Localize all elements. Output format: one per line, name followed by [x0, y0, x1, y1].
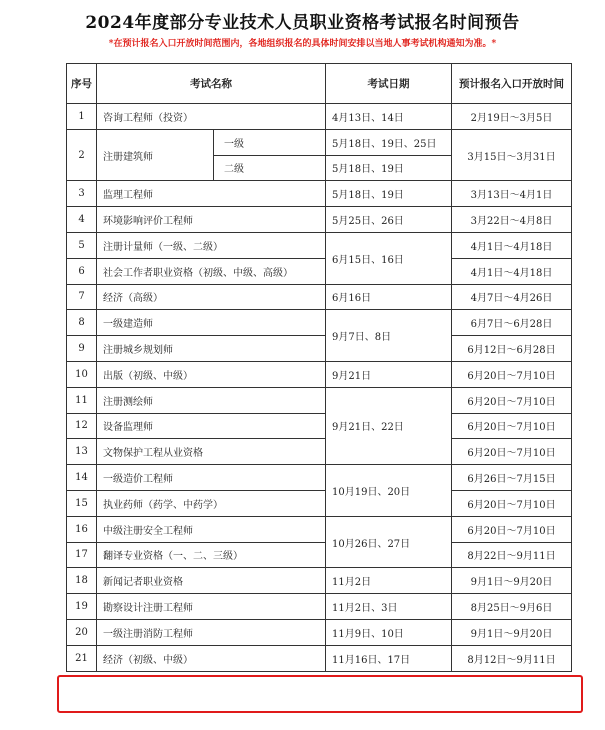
open-time: 3月13日～4月1日: [452, 181, 572, 207]
table-row: [67, 181, 572, 207]
row-no: 1: [67, 104, 97, 130]
table-row: [67, 336, 572, 362]
table-row: [67, 516, 572, 542]
row-no: 20: [67, 619, 97, 645]
header-exam-date: 考试日期: [326, 64, 452, 104]
row-no: 8: [67, 310, 97, 336]
open-time: 6月12日～6月28日: [452, 336, 572, 362]
open-time: 4月1日～4月18日: [452, 232, 572, 258]
exam-name: 出版（初级、中级）: [97, 361, 326, 387]
table-row: [67, 387, 572, 413]
exam-name: 中级注册安全工程师: [97, 516, 326, 542]
table-row: [67, 284, 572, 310]
exam-name: 监理工程师: [97, 181, 326, 207]
row-no: 17: [67, 542, 97, 568]
exam-name: 一级造价工程师: [97, 465, 326, 491]
page-title: 2024年度部分专业技术人员职业资格考试报名时间预告: [85, 13, 520, 33]
exam-name: 咨询工程师（投资）: [97, 104, 326, 130]
highlight-box: [57, 675, 583, 713]
row-no: 21: [67, 645, 97, 671]
open-time: 6月20日～7月10日: [452, 413, 572, 439]
exam-date: 5月18日、19日、25日: [326, 129, 452, 155]
open-time: 9月1日～9月20日: [452, 619, 572, 645]
exam-date: 10月26日、27日: [326, 516, 452, 568]
exam-date: 10月19日、20日: [326, 465, 452, 517]
open-time: 8月22日～9月11日: [452, 542, 572, 568]
open-time: 6月20日～7月10日: [452, 490, 572, 516]
exam-date: 4月13日、14日: [326, 104, 452, 130]
exam-name: 注册城乡规划师: [97, 336, 326, 362]
open-time: 3月22日～4月8日: [452, 207, 572, 233]
table-row: [67, 542, 572, 568]
open-time: 9月1日～9月20日: [452, 568, 572, 594]
open-time: 6月20日～7月10日: [452, 439, 572, 465]
row-no: 18: [67, 568, 97, 594]
exam-date: 9月21日: [326, 361, 452, 387]
open-time: 6月7日～6月28日: [452, 310, 572, 336]
exam-level: 二级: [214, 155, 326, 181]
exam-date: 9月7日、8日: [326, 310, 452, 362]
row-no: 10: [67, 361, 97, 387]
exam-date: 11月16日、17日: [326, 645, 452, 671]
exam-name: 执业药师（药学、中药学）: [97, 490, 326, 516]
row-no: 14: [67, 465, 97, 491]
exam-date: 5月25日、26日: [326, 207, 452, 233]
table-row: [67, 104, 572, 130]
exam-name: 社会工作者职业资格（初级、中级、高级）: [97, 258, 326, 284]
exam-date: 6月16日: [326, 284, 452, 310]
exam-name: 文物保护工程从业资格: [97, 439, 326, 465]
exam-date: 11月2日、3日: [326, 594, 452, 620]
table-row: [67, 439, 572, 465]
header-open-time: 预计报名入口开放时间: [452, 64, 572, 104]
exam-date: 11月2日: [326, 568, 452, 594]
exam-level: 一级: [214, 129, 326, 155]
exam-date: 6月15日、16日: [326, 232, 452, 284]
open-time: 2月19日～3月5日: [452, 104, 572, 130]
row-no: 13: [67, 439, 97, 465]
open-time: 8月12日～9月11日: [452, 645, 572, 671]
exam-name: 一级注册消防工程师: [97, 619, 326, 645]
table-row: [67, 413, 572, 439]
exam-name: 经济（高级）: [97, 284, 326, 310]
exam-name: 勘察设计注册工程师: [97, 594, 326, 620]
table-row: [67, 490, 572, 516]
table-row: [67, 129, 572, 155]
row-no: 4: [67, 207, 97, 233]
row-no: 16: [67, 516, 97, 542]
table-row: [67, 361, 572, 387]
table-row: [67, 258, 572, 284]
exam-schedule-table: [66, 63, 572, 672]
row-no: 3: [67, 181, 97, 207]
open-time: 3月15日～3月31日: [452, 129, 572, 181]
open-time: 4月7日～4月26日: [452, 284, 572, 310]
open-time: 6月20日～7月10日: [452, 361, 572, 387]
table-row: [67, 207, 572, 233]
table-row: [67, 310, 572, 336]
row-no: 15: [67, 490, 97, 516]
row-no: 9: [67, 336, 97, 362]
row-no: 7: [67, 284, 97, 310]
table-row: [67, 568, 572, 594]
table-row: [67, 619, 572, 645]
row-no: 19: [67, 594, 97, 620]
header-exam-name: 考试名称: [97, 64, 326, 104]
exam-name: 注册建筑师: [97, 129, 214, 181]
table-row: [67, 232, 572, 258]
table-header-row: [67, 64, 572, 104]
row-no: 6: [67, 258, 97, 284]
exam-date: 5月18日、19日: [326, 155, 452, 181]
row-no: 2: [67, 129, 97, 181]
open-time: 6月26日～7月15日: [452, 465, 572, 491]
row-no: 12: [67, 413, 97, 439]
row-no: 11: [67, 387, 97, 413]
exam-name: 翻译专业资格（一、二、三级）: [97, 542, 326, 568]
table-row: [67, 465, 572, 491]
exam-name: 经济（初级、中级）: [97, 645, 326, 671]
open-time: 4月1日～4月18日: [452, 258, 572, 284]
open-time: 6月20日～7月10日: [452, 516, 572, 542]
exam-name: 注册计量师（一级、二级）: [97, 232, 326, 258]
exam-name: 新闻记者职业资格: [97, 568, 326, 594]
open-time: 6月20日～7月10日: [452, 387, 572, 413]
exam-date: 11月9日、10日: [326, 619, 452, 645]
table-row: [67, 594, 572, 620]
header-no: 序号: [67, 64, 97, 104]
exam-date: 5月18日、19日: [326, 181, 452, 207]
exam-name: 一级建造师: [97, 310, 326, 336]
exam-date: 9月21日、22日: [326, 387, 452, 464]
exam-name: 环境影响评价工程师: [97, 207, 326, 233]
open-time: 8月25日～9月6日: [452, 594, 572, 620]
exam-name: 注册测绘师: [97, 387, 326, 413]
table-row-highlighted: [67, 645, 572, 671]
exam-name: 设备监理师: [97, 413, 326, 439]
notice-text: *在预计报名入口开放时间范围内，各地组织报名的具体时间安排以当地人事考试机构通知为准。*: [108, 39, 497, 49]
row-no: 5: [67, 232, 97, 258]
